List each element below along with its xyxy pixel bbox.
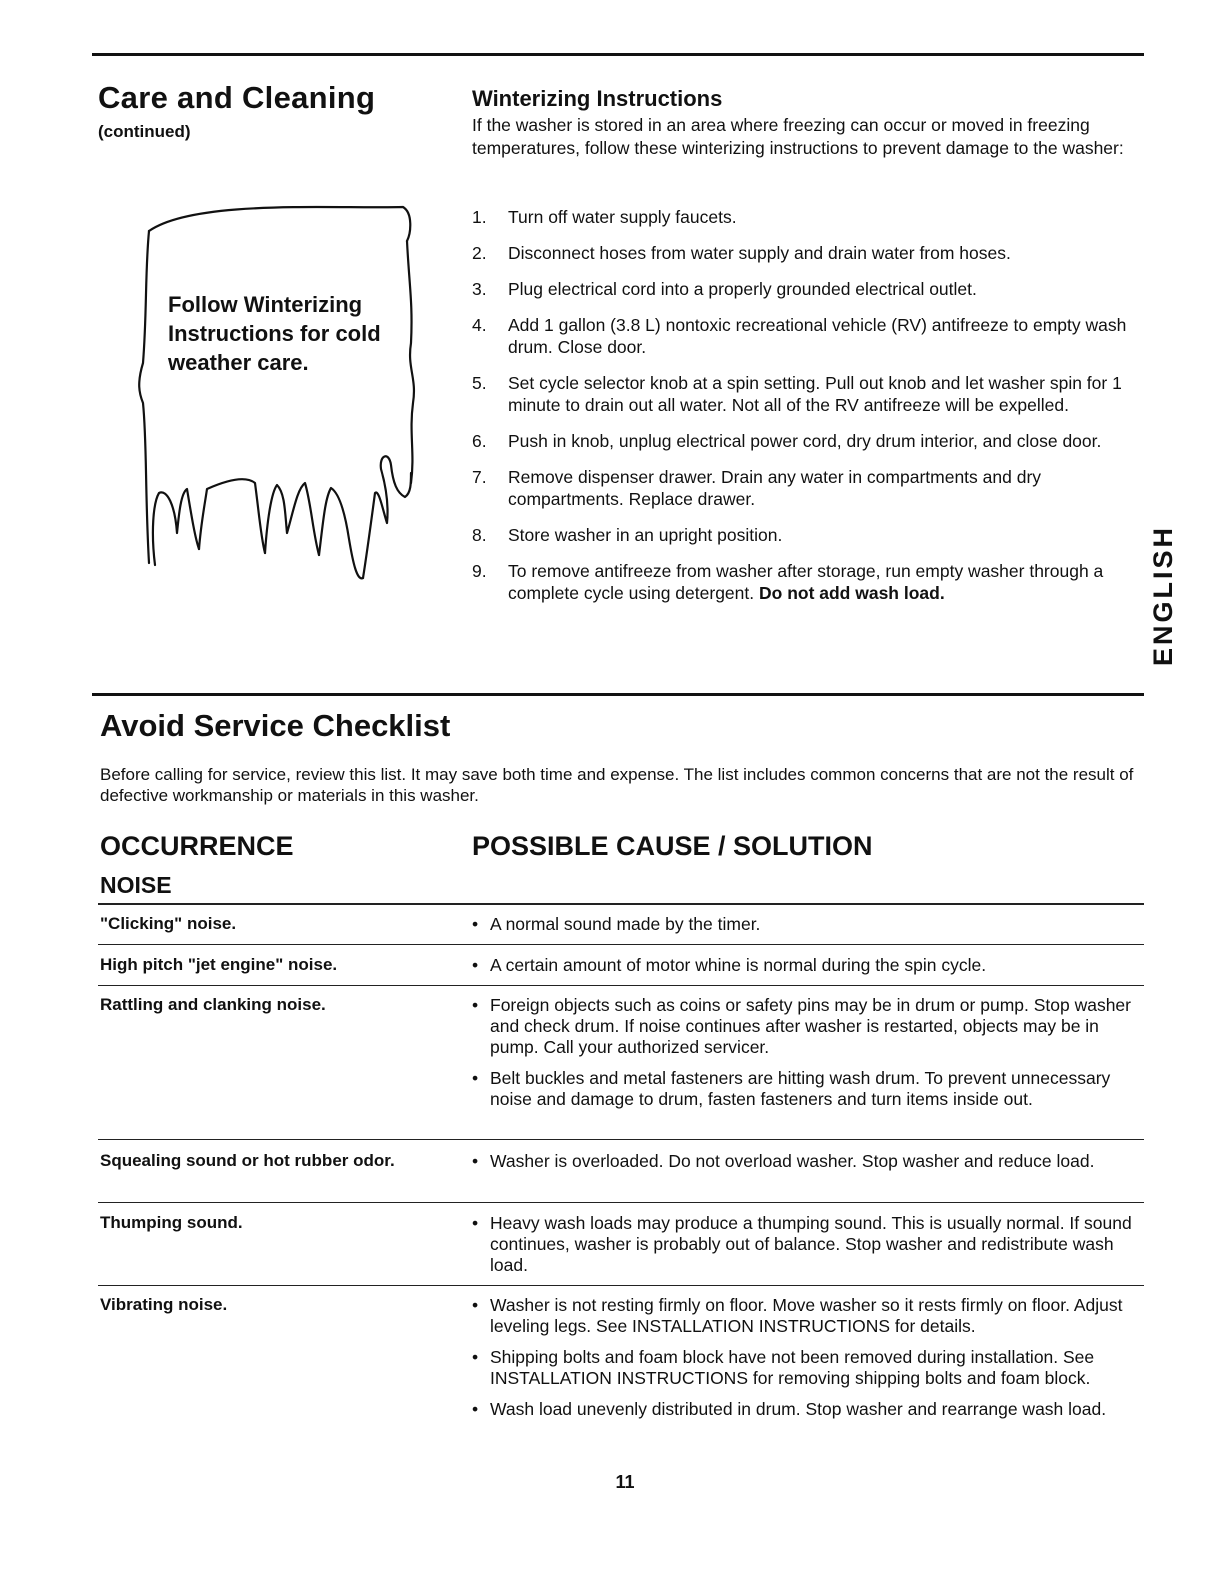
section-divider — [92, 693, 1144, 696]
solution-list — [472, 955, 1144, 986]
step-item — [472, 206, 1144, 228]
page-number: 11 — [615, 1472, 635, 1492]
column-header-occurrence: OCCURRENCE — [100, 831, 294, 861]
occurrence-label: High pitch "jet engine" noise. — [100, 955, 338, 974]
solution-item: • Belt buckles and metal fasteners are hitting wash drum. To prevent unnecessary noise and damage to drum, fasten fasteners and turn items inside out. — [472, 1068, 1144, 1110]
step-item — [472, 372, 1144, 416]
solution-item: • A normal sound made by the timer. — [472, 914, 1144, 935]
solution-item: • A certain amount of motor whine is normal during the spin cycle. — [472, 955, 1144, 976]
step-text: To remove antifreeze from washer after storage, run empty washer through a complete cycle using detergent. — [508, 561, 1104, 603]
step-item — [472, 524, 1144, 546]
language-side-label: ENGLISH — [1148, 524, 1178, 666]
table-divider — [98, 1139, 1144, 1140]
step-text: Turn off water supply faucets. — [508, 207, 737, 227]
step-number: 9. — [472, 561, 487, 581]
step-number: 4. — [472, 315, 487, 335]
column-header-cause: POSSIBLE CAUSE / SOLUTION — [472, 831, 873, 861]
step-text: Disconnect hoses from water supply and drain water from hoses. — [508, 243, 1011, 263]
solution-list — [472, 995, 1144, 1120]
step-number: 7. — [472, 467, 487, 487]
solution-item: • Wash load unevenly distributed in drum. Stop washer and rearrange wash load. — [472, 1399, 1144, 1420]
checklist-intro: Before calling for service, review this list. It may save both time and expense. The list includes common concerns that are not the result of defective workmanship or materials in this washer. — [100, 765, 1134, 805]
step-number: 1. — [472, 207, 487, 227]
occurrence-label: Thumping sound. — [100, 1213, 243, 1232]
step-item — [472, 430, 1144, 452]
solution-item: • Washer is not resting firmly on floor. Move washer so it rests firmly on floor. Adjust leveling legs. See INSTALLATION INSTRUCTIONS for details. — [472, 1295, 1144, 1337]
section-title-care: Care and Cleaning — [98, 80, 376, 115]
solution-list — [472, 1151, 1144, 1182]
step-item — [472, 466, 1144, 510]
step-emphasis: Do not add wash load. — [759, 583, 945, 603]
icicle-frame-illustration — [135, 193, 425, 593]
winterizing-steps — [472, 206, 1144, 618]
category-heading-noise: NOISE — [100, 872, 172, 898]
solution-list — [472, 914, 1144, 945]
step-text: Remove dispenser drawer. Drain any water in compartments and dry compartments. Replace drawer. — [508, 467, 1042, 509]
top-divider — [92, 53, 1144, 56]
occurrence-label: Vibrating noise. — [100, 1295, 228, 1314]
occurrence-label: Rattling and clanking noise. — [100, 995, 326, 1014]
step-text: Set cycle selector knob at a spin setting. Pull out knob and let washer spin for 1 minute to drain out all water. Not all of the RV antifreeze will be expelled. — [508, 373, 1122, 415]
occurrence-label: Squealing sound or hot rubber odor. — [100, 1151, 395, 1170]
table-divider — [98, 1202, 1144, 1203]
step-number: 8. — [472, 525, 487, 545]
solution-item: • Washer is overloaded. Do not overload washer. Stop washer and reduce load. — [472, 1151, 1144, 1172]
solution-item: • Foreign objects such as coins or safety pins may be in drum or pump. Stop washer and check drum. If noise continues after washer is restarted, objects may be in pump. Call your authorized servicer. — [472, 995, 1144, 1058]
checklist-title: Avoid Service Checklist — [100, 708, 451, 743]
table-divider — [98, 985, 1144, 986]
step-item — [472, 314, 1144, 358]
table-divider — [98, 944, 1144, 945]
solution-item: • Heavy wash loads may produce a thumping sound. This is usually normal. If sound continues, washer is probably out of balance. Stop washer and redistribute wash load. — [472, 1213, 1144, 1276]
table-divider — [98, 903, 1144, 905]
step-text: Add 1 gallon (3.8 L) nontoxic recreational vehicle (RV) antifreeze to empty wash drum. Close door. — [508, 315, 1127, 357]
step-text: Plug electrical cord into a properly grounded electrical outlet. — [508, 279, 977, 299]
solution-list — [472, 1295, 1144, 1430]
winterizing-intro: If the washer is stored in an area where freezing can occur or moved in freezing temperatures, follow these winterizing instructions to prevent damage to the washer: — [472, 115, 1124, 158]
step-item — [472, 560, 1144, 604]
solution-item: • Shipping bolts and foam block have not been removed during installation. See INSTALLATION INSTRUCTIONS for removing shipping bolts and foam block. — [472, 1347, 1144, 1389]
step-item — [472, 242, 1144, 264]
winterizing-callout: Follow Winterizing Instructions for cold weather care. — [168, 292, 381, 375]
occurrence-label: "Clicking" noise. — [100, 914, 237, 933]
step-number: 3. — [472, 279, 487, 299]
step-number: 5. — [472, 373, 487, 393]
step-item — [472, 278, 1144, 300]
table-divider — [98, 1285, 1144, 1286]
step-text: Store washer in an upright position. — [508, 525, 783, 545]
solution-list — [472, 1213, 1144, 1286]
step-number: 2. — [472, 243, 487, 263]
step-text: Push in knob, unplug electrical power cord, dry drum interior, and close door. — [508, 431, 1102, 451]
step-number: 6. — [472, 431, 487, 451]
section-subtitle-continued: (continued) — [98, 122, 191, 141]
winterizing-title: Winterizing Instructions — [472, 86, 723, 111]
